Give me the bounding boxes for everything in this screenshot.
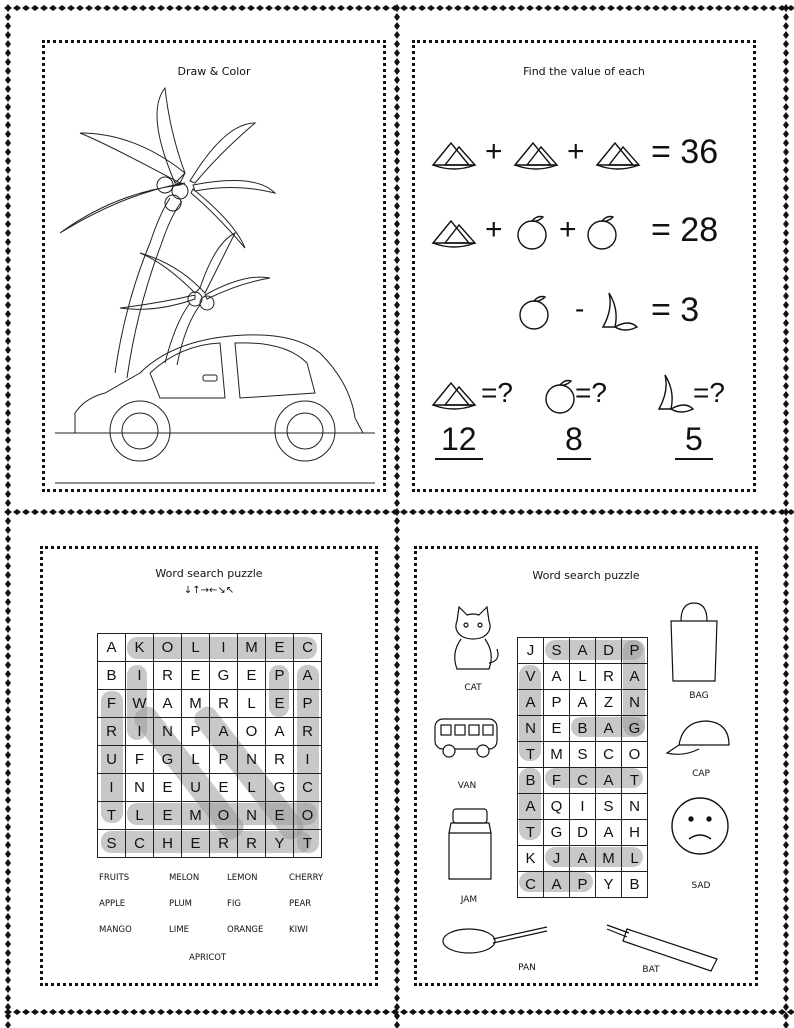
grid-cell: B (622, 872, 648, 898)
grid-cell: E (544, 716, 570, 742)
grid-cell: E (210, 774, 238, 802)
orange-icon (515, 213, 549, 251)
jam-icon (445, 807, 495, 883)
grid-cell: G (544, 820, 570, 846)
cat-icon (443, 603, 503, 673)
grid-cell: I (210, 634, 238, 662)
equation-row-1 (429, 135, 749, 175)
grid-cell: B (570, 716, 596, 742)
watermelon-icon (429, 217, 479, 251)
grid-cell: D (570, 820, 596, 846)
grid-cell: P (266, 662, 294, 690)
grid-cell: H (154, 830, 182, 858)
word-grid-1 (97, 633, 322, 858)
word-item: FIG (227, 899, 241, 909)
word-item: LEMON (227, 873, 258, 883)
grid-cell: A (98, 634, 126, 662)
grid-cell: H (622, 820, 648, 846)
grid-cell: N (154, 718, 182, 746)
grid-cell: N (622, 794, 648, 820)
label-sad: SAD (691, 881, 711, 891)
grid-cell: T (518, 820, 544, 846)
grid-cell: S (570, 742, 596, 768)
grid-cell: O (294, 802, 322, 830)
equation-result: = 28 (651, 211, 719, 249)
word-item: MELON (169, 873, 200, 883)
watermelon-icon (593, 139, 643, 173)
grid-cell: T (518, 742, 544, 768)
banana-icon (651, 371, 695, 415)
grid-cell: S (544, 638, 570, 664)
grid-cell: N (518, 716, 544, 742)
grid-row (518, 664, 648, 690)
grid-row (98, 774, 322, 802)
grid-cell: R (294, 718, 322, 746)
word-item: MANGO (99, 925, 132, 935)
label-cap: CAP (692, 769, 710, 779)
direction-arrows: ↓↑→←↘↖ (183, 585, 235, 596)
grid-cell: O (210, 802, 238, 830)
orange-icon (517, 293, 551, 331)
watermelon-icon (429, 139, 479, 173)
word-grid-2-container (517, 637, 649, 895)
grid-cell: C (570, 768, 596, 794)
grid-cell: A (570, 846, 596, 872)
equation-row-2 (429, 213, 749, 253)
grid-cell: U (182, 774, 210, 802)
grid-cell: M (238, 634, 266, 662)
grid-cell: M (596, 846, 622, 872)
grid-cell: R (154, 662, 182, 690)
orange-icon (585, 213, 619, 251)
grid-row (518, 820, 648, 846)
grid-cell: I (570, 794, 596, 820)
grid-row (98, 634, 322, 662)
grid-row (98, 718, 322, 746)
grid-cell: A (518, 794, 544, 820)
grid-cell: C (294, 634, 322, 662)
label-bag: BAG (689, 691, 709, 701)
grid-cell: I (126, 718, 154, 746)
grid-cell: B (98, 662, 126, 690)
grid-cell: F (98, 690, 126, 718)
word-item: APPLE (99, 899, 126, 909)
grid-cell: B (518, 768, 544, 794)
grid-cell: U (98, 746, 126, 774)
watermelon-icon (511, 139, 561, 173)
label-jam: JAM (460, 895, 478, 905)
grid-row (518, 638, 648, 664)
palm-car-coloring-image (45, 73, 385, 493)
grid-row (98, 746, 322, 774)
grid-cell: Y (596, 872, 622, 898)
grid-cell: G (266, 774, 294, 802)
math-puzzle-panel (412, 40, 756, 492)
panel-title: Draw & Color (177, 65, 251, 78)
van-icon (431, 713, 501, 759)
grid-row (518, 716, 648, 742)
grid-cell: N (238, 802, 266, 830)
grid-row (98, 802, 322, 830)
word-item: FRUITS (99, 873, 130, 883)
grid-cell: A (596, 716, 622, 742)
bag-icon (667, 601, 721, 685)
grid-cell: G (622, 716, 648, 742)
answer-row (429, 375, 749, 465)
grid-cell: A (544, 664, 570, 690)
word-item: PLUM (169, 899, 192, 909)
panel-title: Find the value of each (523, 65, 645, 78)
grid-cell: N (238, 746, 266, 774)
word-item: APRICOT (189, 953, 227, 963)
grid-row (98, 830, 322, 858)
grid-cell: R (238, 830, 266, 858)
grid-cell: D (596, 638, 622, 664)
equation-row-3 (429, 293, 749, 333)
grid-cell: A (154, 690, 182, 718)
grid-cell: E (182, 830, 210, 858)
grid-cell: I (294, 746, 322, 774)
grid-cell: S (98, 830, 126, 858)
grid-cell: E (266, 690, 294, 718)
grid-cell: O (154, 634, 182, 662)
label-pan: PAN (518, 963, 536, 973)
grid-cell: E (182, 662, 210, 690)
grid-cell: M (182, 802, 210, 830)
banana-icon (595, 289, 639, 333)
grid-cell: R (98, 718, 126, 746)
plus-sign: + (567, 135, 585, 168)
grid-cell: J (544, 846, 570, 872)
word-item: KIWI (289, 925, 308, 935)
grid-cell: M (544, 742, 570, 768)
grid-cell: E (266, 634, 294, 662)
grid-cell: Z (596, 690, 622, 716)
grid-cell: P (622, 638, 648, 664)
grid-cell: L (238, 774, 266, 802)
grid-cell: A (596, 820, 622, 846)
grid-cell: P (544, 690, 570, 716)
grid-cell: E (266, 802, 294, 830)
plus-sign: + (559, 213, 577, 246)
grid-row (518, 742, 648, 768)
grid-cell: Q (544, 794, 570, 820)
grid-cell: I (98, 774, 126, 802)
grid-cell: T (294, 830, 322, 858)
grid-cell: L (182, 634, 210, 662)
grid-cell: K (126, 634, 154, 662)
orange-icon (543, 377, 577, 415)
grid-cell: R (210, 690, 238, 718)
word-list-1 (99, 873, 339, 973)
grid-cell: Y (266, 830, 294, 858)
grid-cell: A (210, 718, 238, 746)
grid-row (518, 872, 648, 898)
grid-cell: L (570, 664, 596, 690)
grid-cell: P (210, 746, 238, 774)
grid-row (518, 794, 648, 820)
grid-cell: P (570, 872, 596, 898)
grid-cell: S (596, 794, 622, 820)
label-van: VAN (457, 781, 477, 791)
plus-sign: + (485, 135, 503, 168)
equation-result: = 36 (651, 133, 719, 171)
question-mark: =? (481, 377, 513, 408)
grid-cell: E (238, 662, 266, 690)
word-search-panel-1 (40, 546, 378, 986)
sad-face-icon (669, 795, 731, 857)
grid-cell: A (518, 690, 544, 716)
grid-cell: L (126, 802, 154, 830)
answer-watermelon: 12 (435, 421, 483, 460)
equation-result: = 3 (651, 291, 700, 329)
word-grid-2 (517, 637, 648, 898)
grid-cell: A (266, 718, 294, 746)
grid-cell: E (154, 774, 182, 802)
grid-row (98, 690, 322, 718)
cap-icon (663, 715, 739, 763)
grid-cell: T (622, 768, 648, 794)
grid-cell: F (544, 768, 570, 794)
answer-banana: 5 (675, 421, 713, 460)
grid-cell: A (622, 664, 648, 690)
grid-cell: G (154, 746, 182, 774)
watermelon-icon (429, 379, 479, 413)
panel-title: Word search puzzle (155, 567, 263, 580)
grid-cell: A (294, 662, 322, 690)
grid-cell: L (182, 746, 210, 774)
grid-row (518, 768, 648, 794)
word-item: ORANGE (227, 925, 264, 935)
word-item: LIME (169, 925, 189, 935)
label-cat: CAT (464, 683, 482, 693)
grid-cell: M (182, 690, 210, 718)
grid-cell: V (518, 664, 544, 690)
label-bat: BAT (642, 965, 660, 975)
question-mark: =? (693, 377, 725, 408)
plus-sign: + (485, 213, 503, 246)
grid-cell: R (596, 664, 622, 690)
grid-cell: C (126, 830, 154, 858)
grid-cell: R (266, 746, 294, 774)
question-mark: =? (575, 377, 607, 408)
grid-cell: A (596, 768, 622, 794)
grid-cell: L (238, 690, 266, 718)
panel-title: Word search puzzle (532, 569, 640, 582)
grid-cell: A (570, 638, 596, 664)
grid-cell: P (182, 718, 210, 746)
grid-cell: C (596, 742, 622, 768)
answer-orange: 8 (557, 421, 591, 460)
grid-cell: L (622, 846, 648, 872)
grid-cell: C (518, 872, 544, 898)
draw-color-panel (42, 40, 386, 492)
grid-cell: O (622, 742, 648, 768)
grid-row (518, 690, 648, 716)
grid-cell: K (518, 846, 544, 872)
grid-cell: E (154, 802, 182, 830)
grid-cell: J (518, 638, 544, 664)
word-item: PEAR (289, 899, 312, 909)
grid-cell: C (294, 774, 322, 802)
pan-icon (441, 921, 551, 961)
word-grid-1-container (97, 633, 323, 857)
grid-cell: O (238, 718, 266, 746)
grid-row (518, 846, 648, 872)
grid-cell: W (126, 690, 154, 718)
minus-sign: - (575, 293, 585, 324)
grid-cell: N (622, 690, 648, 716)
grid-cell: F (126, 746, 154, 774)
grid-cell: A (544, 872, 570, 898)
grid-cell: A (570, 690, 596, 716)
grid-cell: N (126, 774, 154, 802)
grid-row (98, 662, 322, 690)
grid-cell: G (210, 662, 238, 690)
word-search-panel-2 (414, 546, 758, 986)
grid-cell: I (126, 662, 154, 690)
grid-cell: T (98, 802, 126, 830)
word-item: CHERRY (289, 873, 324, 883)
grid-cell: P (294, 690, 322, 718)
grid-cell: R (210, 830, 238, 858)
